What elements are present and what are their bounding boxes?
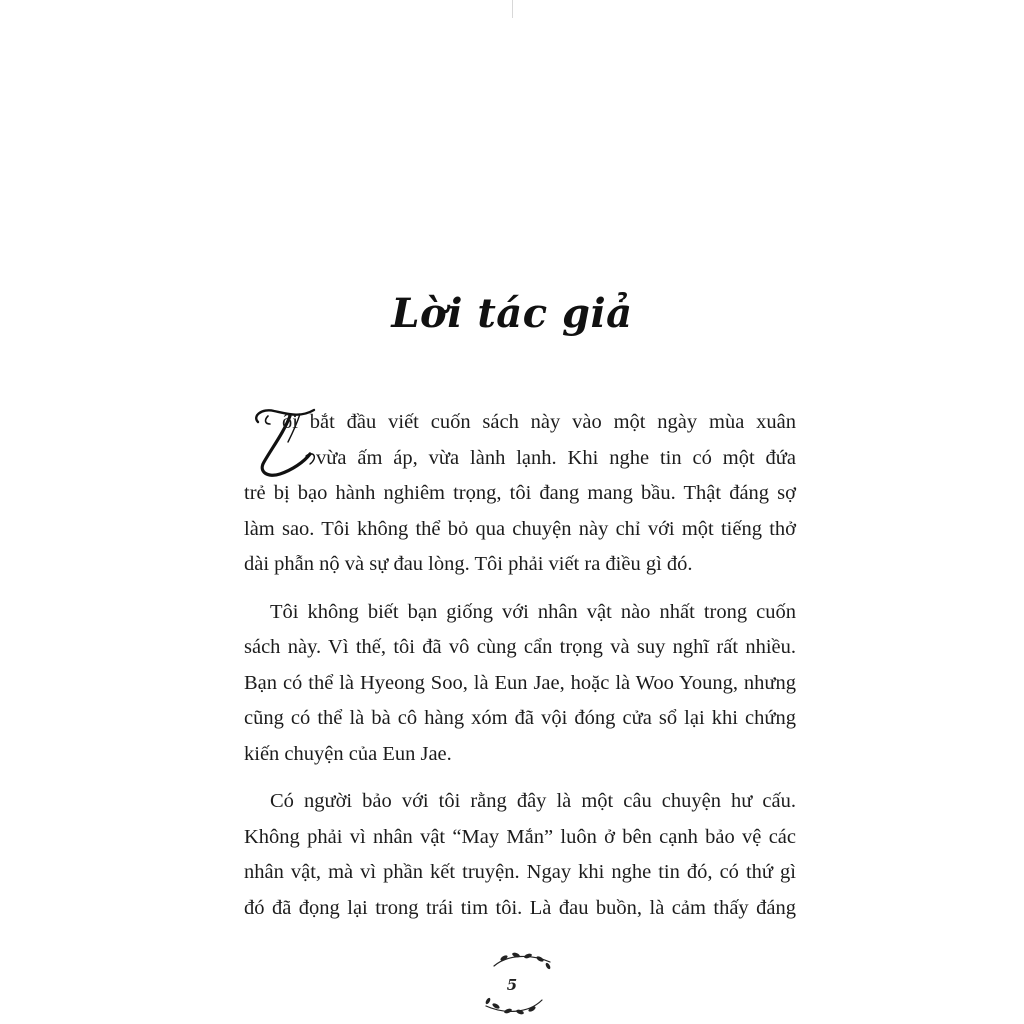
text-line: Có người bảo với tôi rằng đây là một câu chuyện hư cấu. xyxy=(270,790,796,812)
text-line: làm sao. Tôi không thể bỏ qua chuyện này chỉ với một tiếng thở xyxy=(244,517,796,540)
text-line: Tôi không biết bạn giống với nhân vật nào nhất trong cuốn xyxy=(270,600,796,623)
body-text xyxy=(244,405,796,926)
chapter-title: Lời tác giả xyxy=(391,290,633,337)
page-number: 5 xyxy=(506,976,518,994)
paragraph-2 xyxy=(244,595,796,773)
text-line: kiến chuyện của Eun Jae. xyxy=(244,742,452,765)
paragraph-3 xyxy=(244,784,796,926)
text-line: Không phải vì nhân vật “May Mắn” luôn ở bên cạnh bảo vệ các xyxy=(244,825,796,848)
text-line: đó đã đọng lại trong trái tim tôi. Là đau buồn, là cảm thấy đáng xyxy=(244,896,796,919)
text-line: sách này. Vì thế, tôi đã vô cùng cẩn trọng và suy nghĩ rất nhiều. xyxy=(244,636,796,658)
text-line: cũng có thể là bà cô hàng xóm đã vội đóng cửa sổ lại khi chứng xyxy=(244,707,796,729)
paragraph-1 xyxy=(244,405,796,583)
text-line: vừa ấm áp, vừa lành lạnh. Khi nghe tin có một đứa xyxy=(316,446,796,469)
text-line: trẻ bị bạo hành nghiêm trọng, tôi đang mang bầu. Thật đáng sợ xyxy=(244,482,796,504)
text-line: Bạn có thể là Hyeong Soo, là Eun Jae, hoặc là Woo Young, nhưng xyxy=(244,671,796,694)
text-line: nhân vật, mà vì phần kết truyện. Ngay khi nghe tin đó, có thứ gì xyxy=(244,861,796,883)
text-line: dài phẫn nộ và sự đau lòng. Tôi phải viết ra điều gì đó. xyxy=(244,553,693,575)
text-line: ôi bắt đầu viết cuốn sách này vào một ngày mùa xuân xyxy=(282,411,796,433)
gutter-line xyxy=(512,0,513,18)
